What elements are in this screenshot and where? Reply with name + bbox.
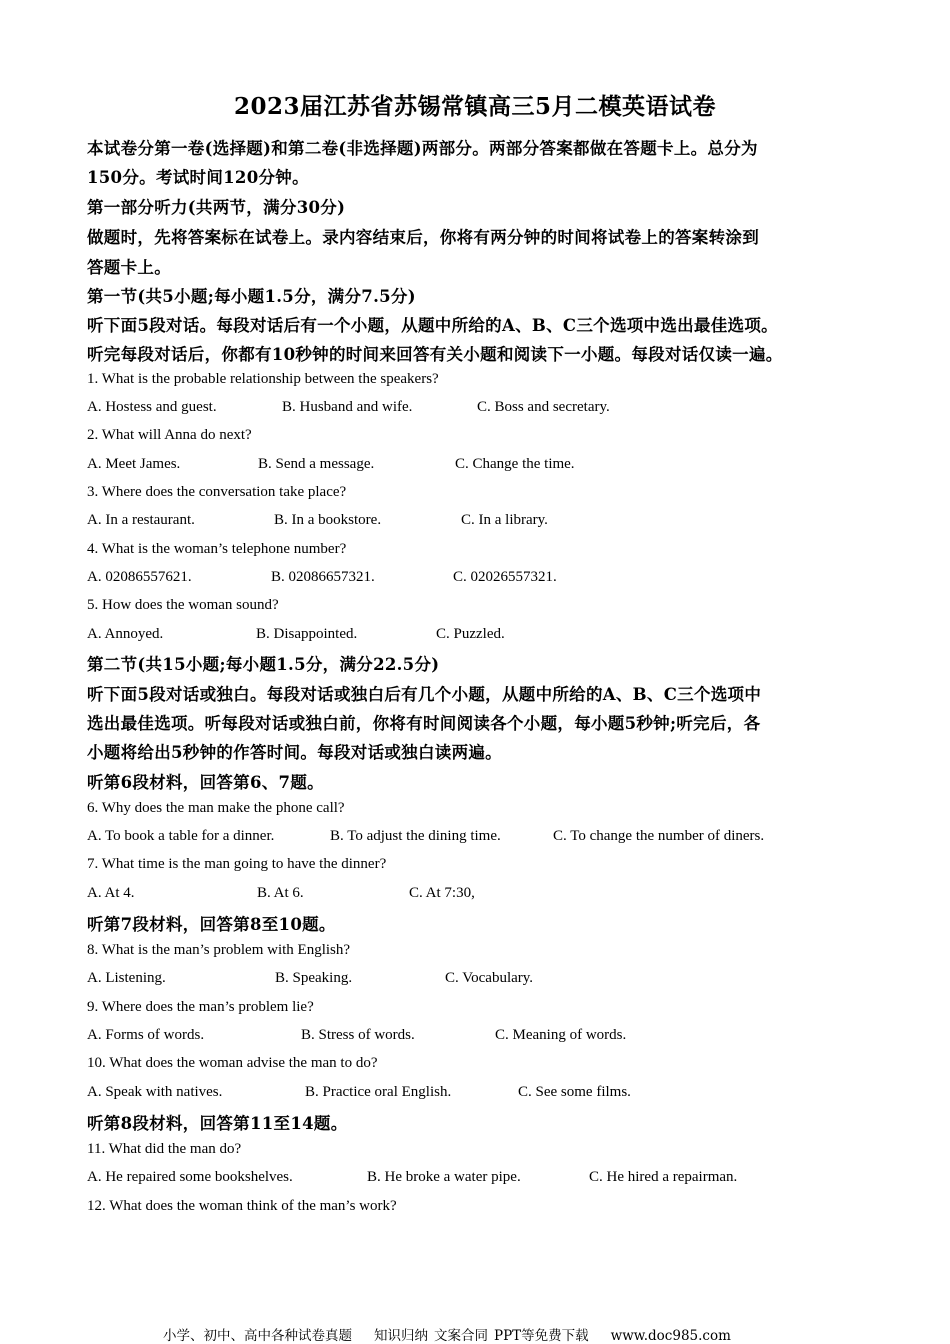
q6-option-c: C. To change the number of diners. [553,828,765,844]
question-11: 11. What did the man do? [87,1141,242,1157]
material-7-heading: 听第7段材料，回答第8至10题。 [87,915,336,934]
q4-option-a: A. 02086557621. [87,569,192,585]
q5-option-a: A. Annoyed. [87,626,164,642]
section1-heading: 第一节(共5小题;每小题1.5分，满分7.5分) [87,287,416,306]
q3-option-c: C. In a library. [461,512,548,528]
material-8-heading: 听第8段材料，回答第11至14题。 [87,1114,348,1133]
q6-option-a: A. To book a table for a dinner. [87,828,275,844]
q9-option-c: C. Meaning of words. [495,1027,627,1043]
section2-heading: 第二节(共15小题;每小题1.5分，满分22.5分) [87,655,440,674]
question-5: 5. How does the woman sound? [87,597,279,613]
section2-instr-line-1: 听下面5段对话或独白。每段对话或独白后有几个小题，从题中所给的A、B、C三个选项中 [87,685,762,704]
question-3: 3. Where does the conversation take place? [87,484,347,500]
section2-instr-line-2: 选出最佳选项。听每段对话或独白前，你将有时间阅读各个小题，每小题5秒钟;听完后，各 [87,714,761,733]
question-4: 4. What is the woman’s telephone number? [87,541,347,557]
section1-instr-line-2: 听完每段对话后，你都有10秒钟的时间来回答有关小题和阅读下一小题。每段对话仅读一遍。 [87,345,783,364]
q9-option-a: A. Forms of words. [87,1027,205,1043]
q2-option-c: C. Change the time. [455,456,575,472]
q1-option-a: A. Hostess and guest. [87,399,217,415]
footer-url-link[interactable]: www.doc985.com [610,1328,731,1344]
q5-option-b: B. Disappointed. [256,626,358,642]
q11-option-b: B. He broke a water pipe. [367,1169,521,1185]
footer-text-4: PPT等免费下载 [494,1328,589,1344]
q10-option-b: B. Practice oral English. [305,1084,452,1100]
q2-option-a: A. Meet James. [87,456,181,472]
question-9: 9. Where does the man’s problem lie? [87,999,314,1015]
question-8: 8. What is the man’s problem with English? [87,942,351,958]
material-6-heading: 听第6段材料，回答第6、7题。 [87,773,324,792]
q11-option-c: C. He hired a repairman. [589,1169,738,1185]
section1-instr-line-1: 听下面5段对话。每段对话后有一个小题，从题中所给的A、B、C三个选项中选出最佳选项。 [87,316,778,335]
q11-option-a: A. He repaired some bookshelves. [87,1169,293,1185]
footer [163,1324,731,1344]
question-10: 10. What does the woman advise the man to do? [87,1055,378,1071]
q6-option-b: B. To adjust the dining time. [330,828,501,844]
q1-option-b: B. Husband and wife. [282,399,413,415]
page-title: 2023届江苏省苏锡常镇高三5月二模英语试卷 [233,93,717,120]
q8-option-a: A. Listening. [87,970,166,986]
q7-option-b: B. At 6. [257,885,304,901]
q7-option-c: C. At 7:30, [409,885,475,901]
footer-text-1: 小学、初中、高中各种试卷真题 [163,1328,352,1344]
part1-heading: 第一部分听力(共两节，满分30分) [87,198,346,217]
section2-instr-line-3: 小题将给出5秒钟的作答时间。每段对话或独白读两遍。 [87,743,502,762]
q5-option-c: C. Puzzled. [436,626,505,642]
intro-line-1: 本试卷分第一卷(选择题)和第二卷(非选择题)两部分。两部分答案都做在答题卡上。总分为 [87,139,758,158]
part1-note-line-2: 答题卡上。 [87,258,171,277]
footer-text-2: 知识归纳 [374,1328,428,1344]
q9-option-b: B. Stress of words. [301,1027,415,1043]
q7-option-a: A. At 4. [87,885,135,901]
q8-option-c: C. Vocabulary. [445,970,534,986]
q10-option-c: C. See some films. [518,1084,631,1100]
q1-option-c: C. Boss and secretary. [477,399,610,415]
question-2: 2. What will Anna do next? [87,427,252,443]
q2-option-b: B. Send a message. [258,456,375,472]
part1-note-line-1: 做题时，先将答案标在试卷上。录内容结束后，你将有两分钟的时间将试卷上的答案转涂到 [87,228,759,247]
question-12: 12. What does the woman think of the man’s work? [87,1198,397,1214]
q4-option-c: C. 02026557321. [453,569,557,585]
q4-option-b: B. 02086657321. [271,569,375,585]
q10-option-a: A. Speak with natives. [87,1084,223,1100]
footer-text-3: 文案合同 [434,1328,488,1344]
q3-option-a: A. In a restaurant. [87,512,195,528]
question-1: 1. What is the probable relationship between the speakers? [87,371,439,387]
question-6: 6. Why does the man make the phone call? [87,800,345,816]
q3-option-b: B. In a bookstore. [274,512,382,528]
intro-line-2: 150分。考试时间120分钟。 [87,168,309,187]
question-7: 7. What time is the man going to have the dinner? [87,856,387,872]
q8-option-b: B. Speaking. [275,970,353,986]
